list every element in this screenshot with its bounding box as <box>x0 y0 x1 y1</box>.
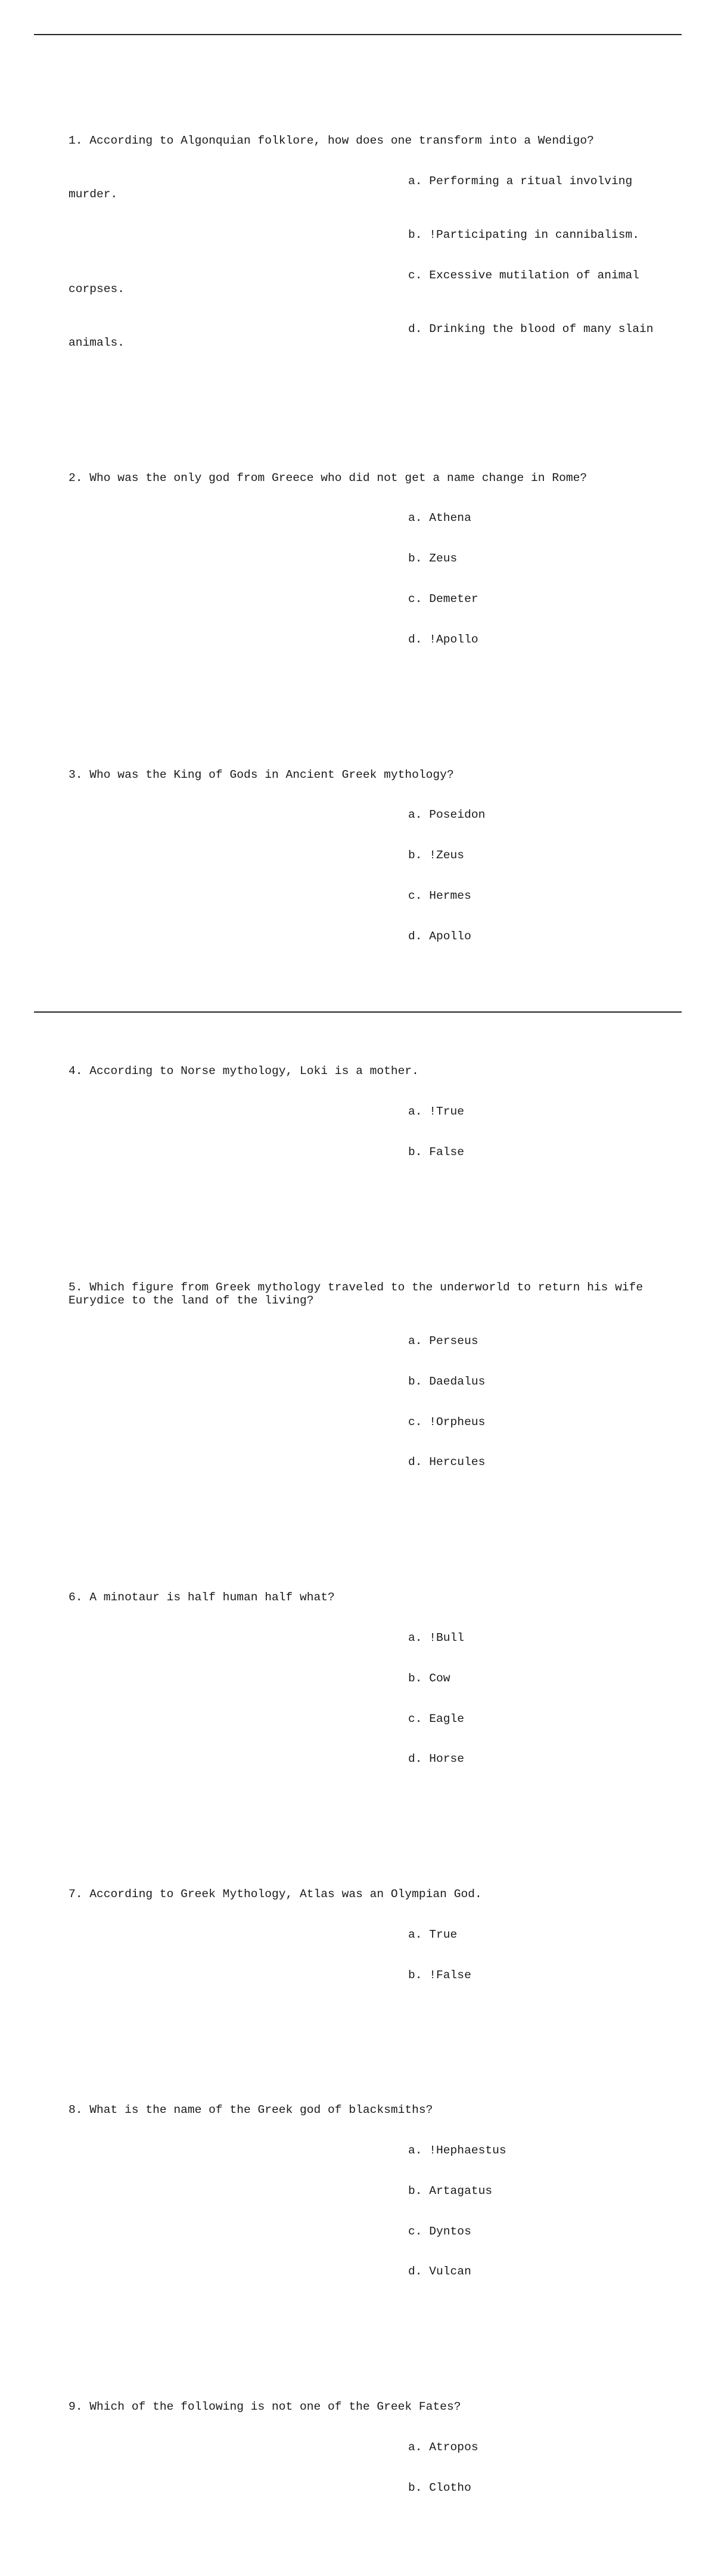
option-d: d. !Apollo <box>408 632 478 646</box>
option-c: c. Dyntos <box>408 2224 471 2238</box>
option-a: a. !Bull <box>408 1631 465 1644</box>
question-prompt: 1. According to Algonquian folklore, how does one transform into a Wendigo? <box>69 134 594 147</box>
option-b: b. Zeus <box>408 552 458 566</box>
bottom-rule <box>34 1011 682 1013</box>
question-5 <box>69 1254 664 1497</box>
option-b: b. !Participating in cannibalism. <box>408 228 640 242</box>
option-a: a. Athena <box>408 511 471 525</box>
option-a: a. Perseus <box>408 1334 478 1348</box>
option-b: b. !Zeus <box>408 849 465 862</box>
option-c: c. Hermes <box>408 889 471 902</box>
question-prompt: 6. A minotaur is half human half what? <box>69 1591 335 1604</box>
question-2 <box>69 444 664 673</box>
top-rule <box>34 34 682 35</box>
question-prompt: 2. Who was the only god from Greece who did not get a name change in Rome? <box>69 471 587 485</box>
option-d: d. Hercules <box>408 1455 486 1469</box>
option-d: d. Vulcan <box>408 2265 471 2279</box>
option-a: a. !True <box>408 1105 465 1119</box>
question-7 <box>69 1861 664 2009</box>
option-a: a. Performing a ritual involving murder. <box>69 174 640 201</box>
option-b: b. !False <box>408 1968 471 1982</box>
question-4 <box>69 1038 664 1186</box>
option-d: d. Horse <box>408 1752 465 1766</box>
option-a: a. True <box>408 1928 458 1941</box>
option-c: c. Excessive mutilation of animal corpses. <box>69 268 646 296</box>
option-c: c. !Orpheus <box>408 1415 486 1429</box>
option-b: b. Artagatus <box>408 2184 493 2198</box>
option-d: d. Apollo <box>408 929 471 943</box>
option-a: a. !Hephaestus <box>408 2144 506 2158</box>
option-d: d. Drinking the blood of many slain animals. <box>69 322 661 349</box>
option-b: b. False <box>408 1145 465 1159</box>
question-8 <box>69 2077 664 2305</box>
question-prompt: 8. What is the name of the Greek god of blacksmiths? <box>69 2103 433 2117</box>
question-6 <box>69 1564 664 1793</box>
question-3 <box>69 741 664 970</box>
question-prompt: 3. Who was the King of Gods in Ancient Greek mythology? <box>69 768 454 781</box>
question-prompt: 9. Which of the following is not one of the Greek Fates? <box>69 2400 461 2414</box>
question-1 <box>69 107 664 377</box>
quiz-page <box>69 67 664 2576</box>
option-b: b. Daedalus <box>408 1374 486 1388</box>
option-c: c. Eagle <box>408 1712 465 1725</box>
question-prompt: 4. According to Norse mythology, Loki is a mother. <box>69 1064 419 1078</box>
option-a: a. Atropos <box>408 2441 478 2454</box>
question-9 <box>69 2373 664 2522</box>
option-c: c. Demeter <box>408 592 478 606</box>
question-prompt: 5. Which figure from Greek mythology traveled to the underworld to return his wife Eurydice to the land of the living? <box>69 1280 644 1308</box>
question-prompt: 7. According to Greek Mythology, Atlas was an Olympian God. <box>69 1888 482 1901</box>
option-a: a. Poseidon <box>408 808 486 822</box>
option-b: b. Clotho <box>408 2481 471 2494</box>
option-b: b. Cow <box>408 1671 450 1685</box>
